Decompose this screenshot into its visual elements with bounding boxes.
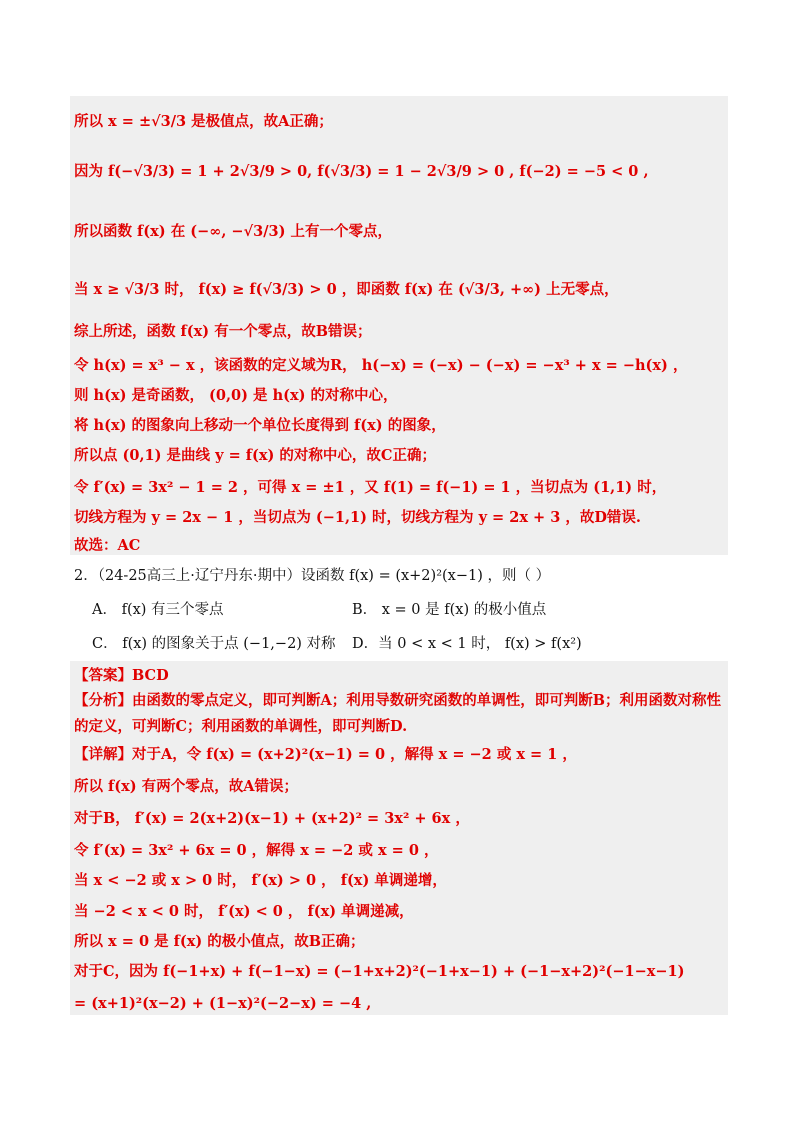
detail-line-8: 对于C，因为 f(−1+x) + f(−1−x) = (−1+x+2)²(−1+x−1) + (−1−x+2)²(−1−x−1) bbox=[74, 963, 685, 980]
solution-line-1: 所以 x = ±√3/3 是极值点，故A正确； bbox=[74, 113, 333, 130]
detail-line-3: 对于B， f′(x) = 2(x+2)(x−1) + (x+2)² = 3x² + 6x ， bbox=[74, 810, 470, 827]
option-c: C． f(x) 的图象关于点 (−1,−2) 对称 bbox=[92, 636, 336, 652]
analysis-text: 【分析】由函数的零点定义，即可判断A；利用导数研究函数的单调性，即可判断B；利用函数对称性的定义，可判断C；利用函数的单调性，即可判断D. bbox=[74, 692, 722, 735]
final-choice: 故选：AC bbox=[74, 537, 141, 554]
solution-line-7: 则 h(x) 是奇函数， (0,0) 是 h(x) 的对称中心， bbox=[74, 387, 398, 404]
option-d: D．当 0 < x < 1 时， f(x) > f(x²) bbox=[352, 636, 582, 652]
detail-line-1: 【详解】对于A，令 f(x) = (x+2)²(x−1) = 0 ，解得 x = −2 或 x = 1 ， bbox=[74, 746, 577, 763]
detail-line-9: = (x+1)²(x−2) + (1−x)²(−2−x) = −4 , bbox=[74, 995, 372, 1012]
question-stem: 2．（24-25高三上·辽宁丹东·期中）设函数 f(x) = (x+2)²(x−1) ，则（ ） bbox=[74, 568, 551, 584]
detail-line-7: 所以 x = 0 是 f(x) 的极小值点，故B正确； bbox=[74, 933, 365, 950]
solution-line-3: 所以函数 f(x) 在 (−∞, −√3/3) 上有一个零点， bbox=[74, 223, 392, 240]
solution-line-9: 所以点 (0,1) 是曲线 y = f(x) 的对称中心，故C正确； bbox=[74, 447, 436, 464]
solution-line-6: 令 h(x) = x³ − x ，该函数的定义域为R， h(−x) = (−x) − (−x) = −x³ + x = −h(x) ， bbox=[74, 357, 688, 374]
solution-line-11: 切线方程为 y = 2x − 1 ，当切点为 (−1,1) 时，切线方程为 y = 2x + 3 ，故D错误. bbox=[74, 509, 641, 526]
solution-line-4: 当 x ≥ √3/3 时， f(x) ≥ f(√3/3) > 0 ，即函数 f(x) 在 (√3/3, +∞) 上无零点， bbox=[74, 281, 619, 298]
solution-line-5: 综上所述，函数 f(x) 有一个零点，故B错误； bbox=[74, 323, 372, 340]
detail-line-6: 当 −2 < x < 0 时， f′(x) < 0 ， f(x) 单调递减， bbox=[74, 903, 414, 920]
detail-line-5: 当 x < −2 或 x > 0 时， f′(x) > 0 ， f(x) 单调递增， bbox=[74, 872, 447, 889]
detail-line-4: 令 f′(x) = 3x² + 6x = 0 ，解得 x = −2 或 x = 0 ， bbox=[74, 842, 439, 859]
solution-line-2: 因为 f(−√3/3) = 1 + 2√3/9 > 0, f(√3/3) = 1 − 2√3/9 > 0 , f(−2) = −5 < 0 , bbox=[74, 163, 649, 180]
solution-line-8: 将 h(x) 的图象向上移动一个单位长度得到 f(x) 的图象， bbox=[74, 417, 446, 434]
option-a: A． f(x) 有三个零点 bbox=[92, 602, 224, 618]
answer-label: 【答案】BCD bbox=[74, 667, 169, 684]
detail-line-2: 所以 f(x) 有两个零点，故A错误； bbox=[74, 778, 298, 795]
option-b: B． x = 0 是 f(x) 的极小值点 bbox=[352, 602, 547, 618]
solution-line-10: 令 f′(x) = 3x² − 1 = 2 ，可得 x = ±1 ，又 f(1) = f(−1) = 1 ，当切点为 (1,1) 时， bbox=[74, 479, 667, 496]
